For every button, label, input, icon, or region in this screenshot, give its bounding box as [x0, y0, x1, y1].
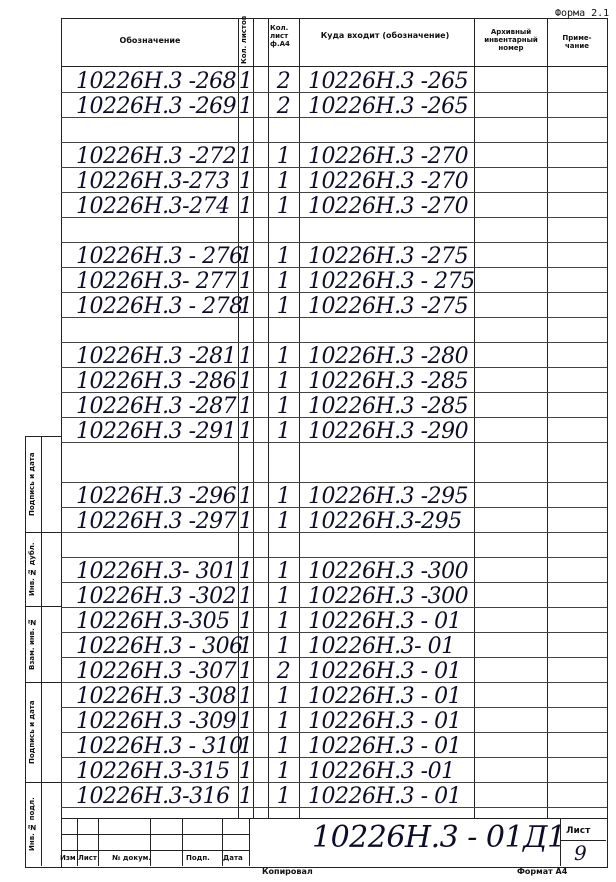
row-designation: 10226Н.3-274: [76, 194, 230, 219]
row-designation: 10226Н.3 -286: [76, 369, 237, 394]
row-a4: 2: [276, 94, 291, 119]
row-sheets: 1: [238, 559, 253, 584]
row-designation: 10226Н.3 -272: [76, 144, 237, 169]
row-a4: 1: [276, 759, 291, 784]
row-sheets: 1: [238, 584, 253, 609]
row-used-in: 10226Н.3 -270: [308, 194, 469, 219]
row-used-in: 10226Н.3 -290: [308, 419, 469, 444]
stamp-col-change: Изм: [60, 854, 76, 862]
row-a4: 1: [276, 584, 291, 609]
row-sheets: 1: [238, 684, 253, 709]
header-archive: Архивный инвентарный номер: [484, 28, 538, 52]
row-used-in: 10226Н.3 - 01: [308, 709, 462, 734]
row-a4: 1: [276, 394, 291, 419]
row-used-in: 10226Н.3 -270: [308, 169, 469, 194]
row-used-in: 10226Н.3 -300: [308, 584, 469, 609]
row-a4: 1: [276, 144, 291, 169]
header-designation: Обозначение: [119, 36, 181, 45]
row-used-in: 10226Н.3 - 01: [308, 734, 462, 759]
row-sheets: 1: [238, 419, 253, 444]
header-note: Приме- чание: [562, 34, 592, 50]
row-sheets: 1: [238, 169, 253, 194]
row-a4: 1: [276, 369, 291, 394]
row-used-in: 10226Н.3 -275: [308, 244, 469, 269]
row-designation: 10226Н.3-305: [76, 609, 230, 634]
row-a4: 1: [276, 344, 291, 369]
row-used-in: 10226Н.3 -280: [308, 344, 469, 369]
row-used-in: 10226Н.3 -300: [308, 559, 469, 584]
row-sheets: 1: [238, 659, 253, 684]
row-designation: 10226Н.3 -268: [76, 69, 237, 94]
row-designation: 10226Н.3 -297: [76, 509, 237, 534]
stamp-sheet-number: 9: [574, 841, 587, 865]
row-a4: 1: [276, 734, 291, 759]
row-used-in: 10226Н.3-295: [308, 509, 462, 534]
row-sheets: 1: [238, 269, 253, 294]
row-sheets: 1: [238, 144, 253, 169]
row-sheets: 1: [238, 369, 253, 394]
row-sheets: 1: [238, 759, 253, 784]
row-designation: 10226Н.3- 301: [76, 559, 237, 584]
side-label: Подпись и дата: [28, 452, 36, 516]
row-a4: 1: [276, 244, 291, 269]
row-designation: 10226Н.3 -287: [76, 394, 237, 419]
stamp-document-code: 10226Н.3 - 01Д1: [312, 820, 566, 855]
row-a4: 1: [276, 269, 291, 294]
row-sheets: 1: [238, 244, 253, 269]
side-label: Взам. инв. №: [28, 617, 36, 671]
row-a4: 1: [276, 169, 291, 194]
row-designation: 10226Н.3-315: [76, 759, 230, 784]
row-a4: 1: [276, 784, 291, 809]
row-designation: 10226Н.3 -302: [76, 584, 237, 609]
row-designation: 10226Н.3 -308: [76, 684, 237, 709]
stamp-col-docnum: № докум.: [112, 854, 152, 862]
header-used-in: Куда входит (обозначение): [320, 31, 450, 40]
row-designation: 10226Н.3 -281: [76, 344, 237, 369]
header-sheets-count: Кол. листов: [240, 15, 248, 64]
row-designation: 10226Н.3 -307: [76, 659, 237, 684]
row-a4: 2: [276, 69, 291, 94]
side-label: Инв. № дубл.: [28, 542, 36, 596]
row-designation: 10226Н.3- 277: [76, 269, 237, 294]
row-a4: 1: [276, 194, 291, 219]
row-used-in: 10226Н.3 -270: [308, 144, 469, 169]
row-used-in: 10226Н.3 - 01: [308, 784, 462, 809]
row-a4: 1: [276, 709, 291, 734]
row-used-in: 10226Н.3- 01: [308, 634, 455, 659]
row-sheets: 1: [238, 484, 253, 509]
side-label: Подпись и дата: [28, 700, 36, 764]
row-designation: 10226Н.3 - 306: [76, 634, 243, 659]
row-a4: 1: [276, 484, 291, 509]
row-used-in: 10226Н.3 -275: [308, 294, 469, 319]
row-used-in: 10226Н.3 - 01: [308, 684, 462, 709]
row-designation: 10226Н.3 - 276: [76, 244, 243, 269]
row-sheets: 1: [238, 634, 253, 659]
row-sheets: 1: [238, 784, 253, 809]
row-designation: 10226Н.3 -309: [76, 709, 237, 734]
row-sheets: 1: [238, 294, 253, 319]
row-a4: 1: [276, 294, 291, 319]
row-designation: 10226Н.3 - 278: [76, 294, 243, 319]
row-used-in: 10226Н.3 -265: [308, 69, 469, 94]
stamp-sheet-label: Лист: [566, 826, 591, 836]
side-label: Инв. № подл.: [28, 797, 36, 851]
row-sheets: 1: [238, 609, 253, 634]
row-used-in: 10226Н.3 -295: [308, 484, 469, 509]
row-a4: 1: [276, 684, 291, 709]
row-designation: 10226Н.3 -291: [76, 419, 237, 444]
row-designation: 10226Н.3 - 310: [76, 734, 243, 759]
row-sheets: 1: [238, 709, 253, 734]
form-label: Форма 2.1: [555, 8, 610, 19]
row-a4: 1: [276, 609, 291, 634]
row-sheets: 1: [238, 69, 253, 94]
row-sheets: 1: [238, 94, 253, 119]
row-designation: 10226Н.3 -296: [76, 484, 237, 509]
row-a4: 1: [276, 634, 291, 659]
row-used-in: 10226Н.3 - 01: [308, 609, 462, 634]
row-used-in: 10226Н.3 -285: [308, 369, 469, 394]
row-sheets: 1: [238, 194, 253, 219]
row-used-in: 10226Н.3 - 01: [308, 659, 462, 684]
row-used-in: 10226Н.3 - 275: [308, 269, 475, 294]
row-sheets: 1: [238, 394, 253, 419]
stamp-col-sign: Подп.: [186, 854, 210, 862]
footer-copied: Копировал: [262, 867, 313, 876]
row-a4: 1: [276, 509, 291, 534]
footer-format: Формат А4: [517, 867, 568, 876]
stamp-col-sheet: Лист: [78, 854, 97, 862]
header-a4-count: Кол. лист ф.А4: [270, 24, 290, 48]
row-designation: 10226Н.3-316: [76, 784, 230, 809]
stamp-col-date: Дата: [223, 854, 243, 862]
row-used-in: 10226Н.3 -265: [308, 94, 469, 119]
row-designation: 10226Н.3 -269: [76, 94, 237, 119]
row-used-in: 10226Н.3 -01: [308, 759, 455, 784]
row-a4: 1: [276, 419, 291, 444]
row-sheets: 1: [238, 509, 253, 534]
row-sheets: 1: [238, 344, 253, 369]
row-a4: 2: [276, 659, 291, 684]
row-sheets: 1: [238, 734, 253, 759]
row-designation: 10226Н.3-273: [76, 169, 230, 194]
row-a4: 1: [276, 559, 291, 584]
row-used-in: 10226Н.3 -285: [308, 394, 469, 419]
